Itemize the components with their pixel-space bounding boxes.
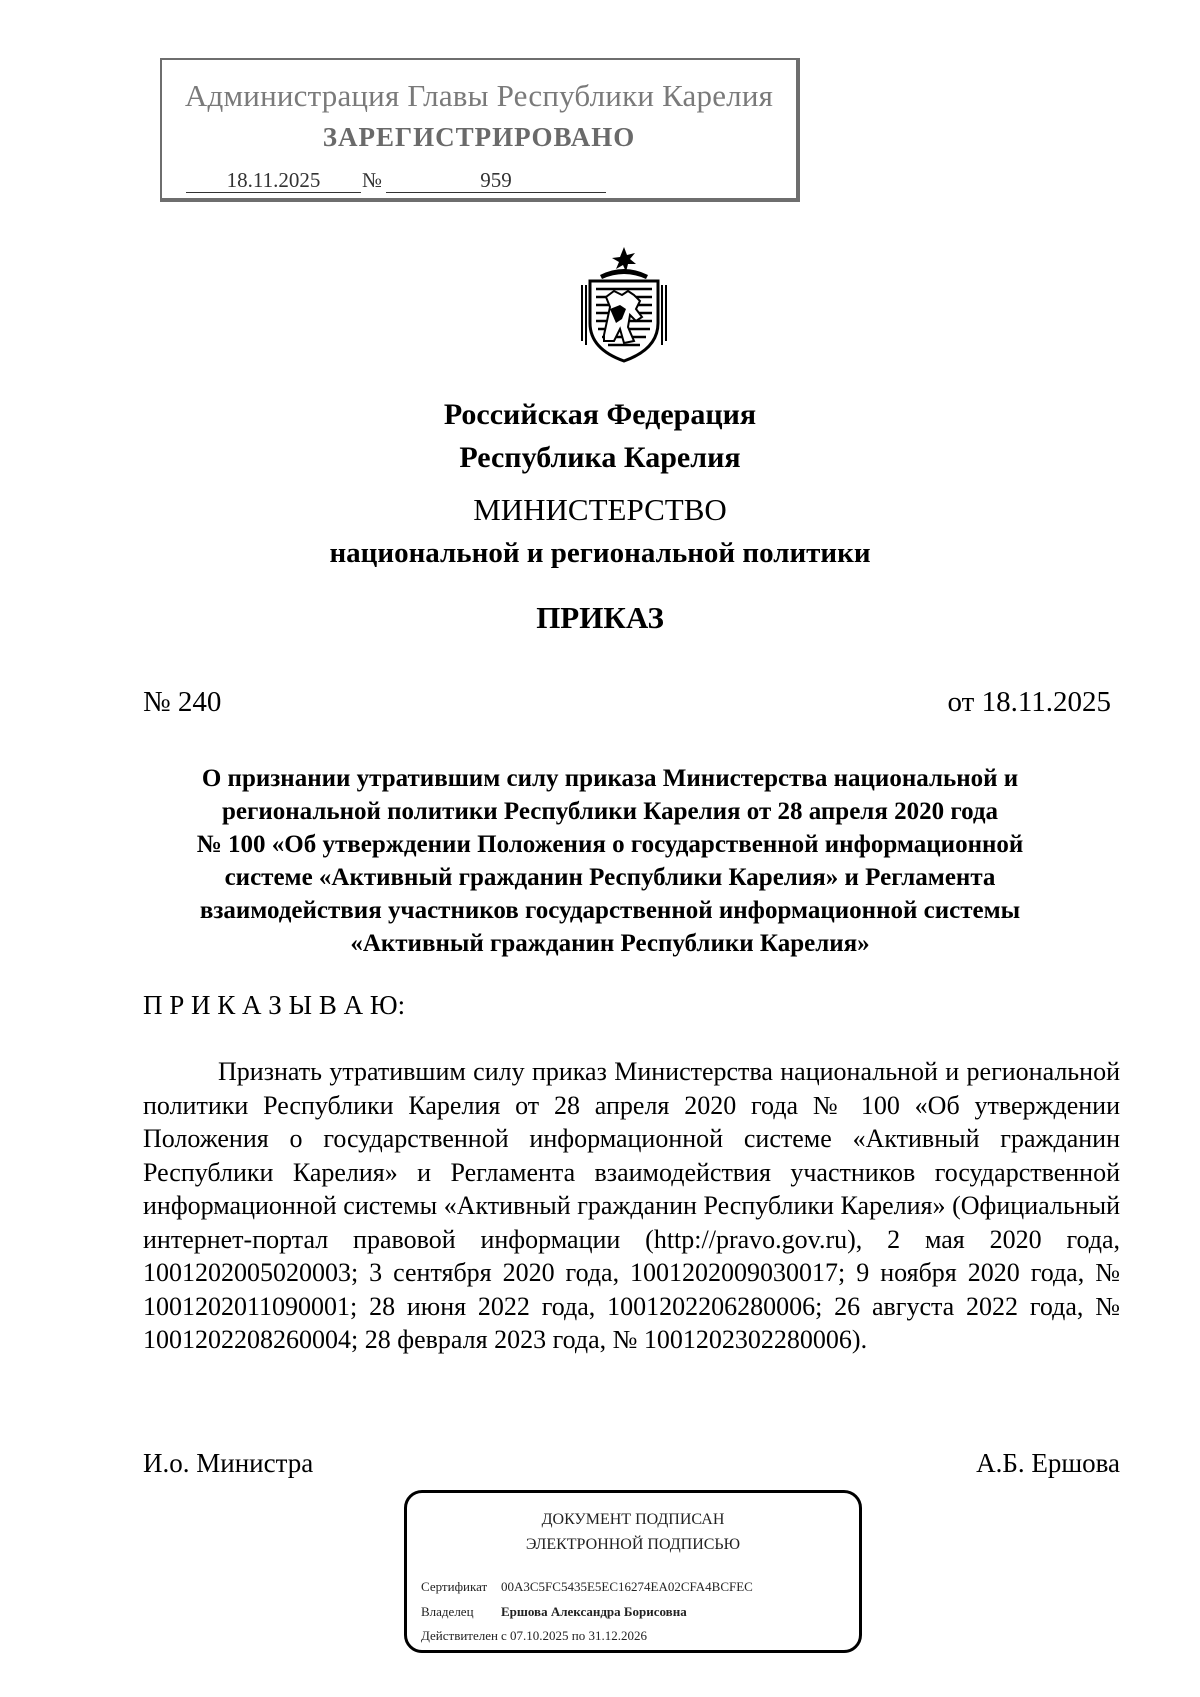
republic-heading: Республика Карелия [459, 441, 741, 474]
registration-stamp [160, 58, 800, 202]
signature-owner-row [421, 1604, 687, 1620]
document-type: ПРИКАЗ [536, 600, 664, 635]
signature-certificate-row [421, 1579, 753, 1595]
title-line: системе «Активный гражданин Республики Карелия» и Регламента [224, 864, 996, 891]
stamp-number: 959 [386, 168, 606, 193]
title-line: региональной политики Республики Карелия от 28 апреля 2020 года [221, 798, 999, 825]
ministry-full-name: национальной и региональной политики [329, 537, 871, 569]
signatory-name: А.Б. Ершова [976, 1448, 1120, 1478]
stamp-status: ЗАРЕГИСТРИРОВАНО [322, 122, 636, 152]
electronic-signature-box [404, 1490, 862, 1653]
order-body-paragraph: Признать утратившим силу приказ Министерства национальной и региональной политики Республики Карелия от 28 апреля 2020 года № 100 «Об утверждении Положения о государственной информационной системе «Активный гражданин Республики Карелия» и Регламента взаимодействия участников государственной информационной системы «Активный гражданин Республики Карелия» (Официальный интернет-портал правовой информации (http://pravo.gov.ru), 2 мая 2020 года, 1001202005020003; 3 сентября 2020 года, 1001202009030017; 9 ноября 2020 года, № 1001202011090001; 28 июня 2022 года, 1001202206280006; 26 августа 2022 года, № 1001202208260004; 28 февраля 2023 года, № 1001202302280006). [143, 1057, 1120, 1354]
signature-validity-row [421, 1628, 647, 1644]
title-line: О признании утратившим силу приказа Министерства национальной и [201, 765, 1019, 792]
validity-value: с 07.10.2025 по 31.12.2026 [501, 1628, 647, 1643]
command-heading: П Р И К А З Ы В А Ю: [143, 990, 406, 1020]
title-line: № 100 «Об утверждении Положения о государственной информационной [196, 831, 1024, 858]
country-heading: Российская Федерация [443, 398, 757, 431]
stamp-date: 18.11.2025 [186, 168, 361, 193]
ministry-heading: МИНИСТЕРСТВО [473, 492, 727, 527]
order-title [150, 762, 1070, 960]
certificate-label: Сертификат [421, 1579, 488, 1594]
owner-value: Ершова Александра Борисовна [501, 1604, 687, 1619]
coat-of-arms-emblem [576, 245, 672, 365]
validity-label: Действителен [421, 1628, 498, 1643]
signature-header-line2: ЭЛЕКТРОННОЙ ПОДПИСЬЮ [525, 1536, 741, 1553]
order-date: от 18.11.2025 [947, 686, 1111, 718]
stamp-number-sign: № [361, 168, 383, 192]
signature-header-line1: ДОКУМЕНТ ПОДПИСАН [541, 1511, 725, 1528]
owner-label: Владелец [421, 1604, 474, 1619]
title-line: «Активный гражданин Республики Карелия» [350, 930, 870, 957]
stamp-organization: Администрация Главы Республики Карелия [184, 78, 774, 113]
signatory-position: И.о. Министра [143, 1448, 314, 1478]
title-line: взаимодействия участников государственной информационной системы [199, 897, 1021, 924]
order-number: № 240 [143, 686, 222, 718]
certificate-value: 00A3C5FC5435E5EC16274EA02CFA4BCFEC [501, 1579, 753, 1594]
